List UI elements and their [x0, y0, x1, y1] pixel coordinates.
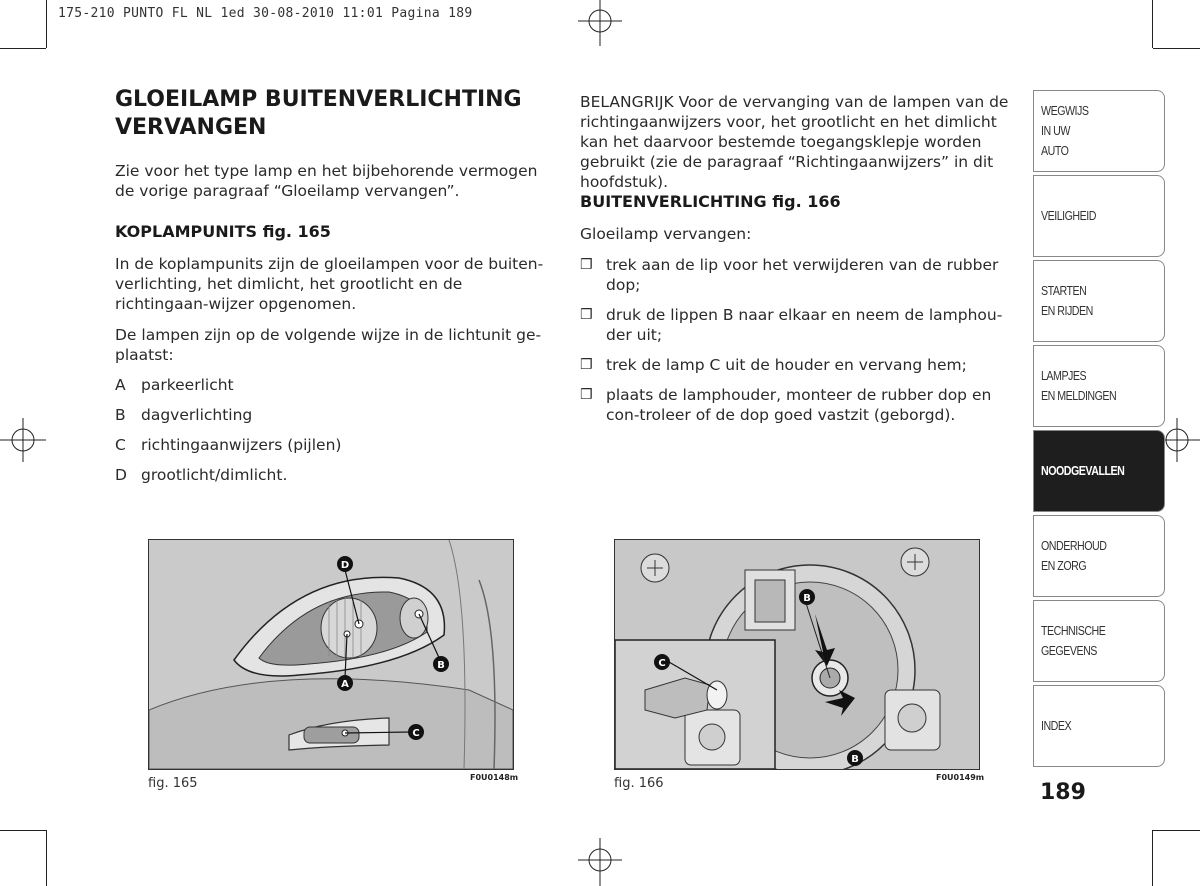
svg-text:C: C: [658, 658, 666, 669]
tab-starten[interactable]: STARTEN EN RIJDEN: [1033, 260, 1165, 342]
instruction-item: ❒ trek aan de lip voor het verwijderen van de rubber dop;: [580, 256, 999, 294]
tab-lampjes[interactable]: LAMPJES EN MELDINGEN: [1033, 345, 1165, 427]
svg-text:D: D: [340, 560, 350, 571]
callout-b: [433, 656, 449, 672]
koplamp-paragraph: In de koplampunits zijn de gloeilampen voor de buiten-verlichting, het dimlicht, het grootlicht en de richtingaan-wijzer opgenomen.: [115, 255, 544, 313]
print-header: 175-210 PUNTO FL NL 1ed 30-08-2010 11:01 Pagina 189: [58, 6, 473, 21]
lamp-list: [115, 375, 555, 485]
tab-veiligheid[interactable]: VEILIGHEID: [1033, 175, 1165, 257]
callout-d: [337, 556, 353, 572]
tab-index[interactable]: INDEX: [1033, 685, 1165, 767]
figure-165-code: F0U0148m: [470, 773, 519, 782]
page-number: 189: [1040, 780, 1086, 805]
instruction-item: ❒ trek de lamp C uit de houder en vervang hem;: [580, 356, 967, 374]
checkbox-bullet-icon: ❒: [580, 257, 593, 273]
figure-165-headlamp: [148, 539, 514, 770]
figure-166-code: F0U0149m: [936, 773, 985, 782]
headlamp-illustration: [149, 540, 513, 769]
instruction-list: [580, 255, 1020, 425]
subheading-koplampunits: KOPLAMPUNITS fig. 165: [115, 222, 331, 241]
replace-intro: Gloeilamp vervangen:: [580, 225, 752, 243]
checkbox-bullet-icon: ❒: [580, 387, 593, 403]
instruction-item: ❒ druk de lippen B naar elkaar en neem de lamphou-der uit;: [580, 306, 1003, 344]
subheading-buitenverlichting: BUITENVERLICHTING fig. 166: [580, 192, 841, 211]
checkbox-bullet-icon: ❒: [580, 307, 593, 323]
registration-mark-left: [0, 410, 46, 470]
registration-mark-bottom: [570, 836, 630, 886]
list-item: A parkeerlicht: [115, 376, 234, 394]
callout-b-top: [799, 589, 815, 605]
tab-noodgevallen[interactable]: NOODGEVALLEN: [1033, 430, 1165, 512]
lamp-holder-illustration: [615, 540, 979, 769]
placement-paragraph: De lampen zijn op de volgende wijze in de lichtunit ge-plaatst:: [115, 326, 542, 364]
registration-mark-top: [570, 0, 630, 48]
callout-c: [408, 724, 424, 740]
important-note: BELANGRIJK Voor de vervanging van de lampen van de richtingaanwijzers voor, het grootlicht en het dimlicht kan het daarvoor bestemde toegangsklepje worden gebruikt (zie de paragraaf “Richtingaanwijzers” in dit hoofdstuk).: [580, 93, 1009, 191]
list-item: C richtingaanwijzers (pijlen): [115, 436, 342, 454]
callout-c: [654, 654, 670, 670]
figure-166-caption: fig. 166: [614, 776, 664, 791]
list-item: B dagverlichting: [115, 406, 253, 424]
tab-onderhoud[interactable]: ONDERHOUD EN ZORG: [1033, 515, 1165, 597]
svg-text:A: A: [341, 679, 349, 690]
intro-paragraph: Zie voor het type lamp en het bijbehorende vermogen de vorige paragraaf “Gloeilamp vervangen”.: [115, 162, 538, 200]
svg-text:B: B: [851, 754, 859, 765]
svg-text:B: B: [803, 593, 811, 604]
svg-text:B: B: [437, 660, 445, 671]
tab-wegwijs[interactable]: WEGWIJS IN UW AUTO: [1033, 90, 1165, 172]
figure-166-lamp-holder: [614, 539, 980, 770]
instruction-item: ❒ plaats de lamphouder, monteer de rubber dop en con-troleer of de dop goed vastzit (geborgd).: [580, 386, 992, 424]
tab-technische[interactable]: TECHNISCHE GEGEVENS: [1033, 600, 1165, 682]
figure-165-caption: fig. 165: [148, 776, 198, 791]
callout-a: [337, 675, 353, 691]
list-item: D grootlicht/dimlicht.: [115, 466, 288, 484]
checkbox-bullet-icon: ❒: [580, 357, 593, 373]
callout-b-bottom: [847, 750, 863, 766]
svg-text:C: C: [412, 728, 420, 739]
section-title: GLOEILAMP BUITENVERLICHTING VERVANGEN: [115, 87, 522, 140]
